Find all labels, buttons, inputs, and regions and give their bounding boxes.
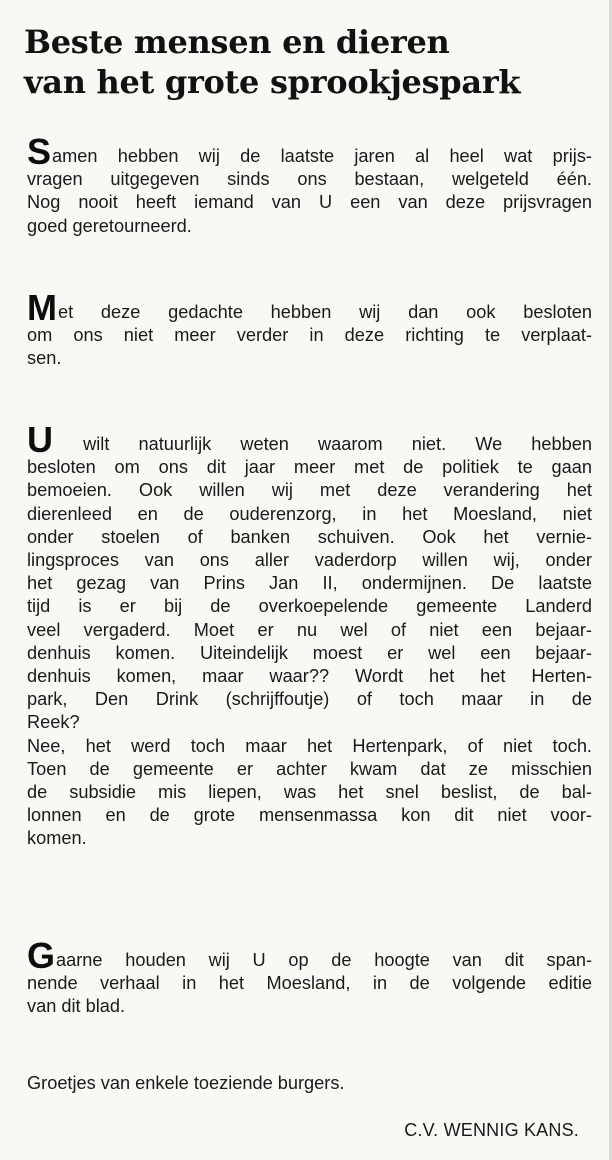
- paragraph-line: Reek?: [27, 712, 80, 733]
- paragraph-line: van dit blad.: [27, 996, 126, 1017]
- paragraph-line: Gaarne houden wij U op de hoogte van dit span-: [27, 935, 592, 976]
- paragraph-line: sen.: [27, 348, 62, 369]
- signature: C.V. WENNIG KANS.: [404, 1120, 579, 1140]
- drop-cap: M: [27, 287, 57, 328]
- paragraph-line: om ons niet meer verder in deze richting te verplaat-: [27, 325, 592, 346]
- paragraph-line: bemoeien. Ook willen wij met deze verandering het: [27, 480, 592, 501]
- paragraph-line: veel vergaderd. Moet er nu wel of niet een bejaar-: [27, 619, 592, 640]
- title-line-2: van het grote sprookjespark: [24, 63, 521, 101]
- paragraph-line: lonnen en de grote mensenmassa kon dit niet voor-: [27, 805, 592, 826]
- paragraph-line: de subsidie mis liepen, was het snel beslist, de bal-: [27, 782, 592, 803]
- drop-cap: U: [27, 419, 53, 460]
- paragraph-line: U wilt natuurlijk weten waarom niet. We hebben: [27, 419, 592, 460]
- paragraph-3: [27, 419, 592, 851]
- paragraph-line: komen.: [27, 828, 87, 849]
- paragraph-line: Samen hebben wij de laatste jaren al heel wat prijs-: [27, 131, 592, 172]
- paragraph-line: park, Den Drink (schrijffoutje) of toch maar in de: [27, 689, 592, 710]
- paragraph-line: Toen de gemeente er achter kwam dat ze misschien: [27, 758, 592, 779]
- paragraph-line: tijd is er bij de overkoepelende gemeente Landerd: [27, 596, 592, 617]
- paragraph-line: denhuis komen, maar waar?? Wordt het het Herten-: [27, 666, 592, 687]
- paragraph-1: [27, 131, 592, 238]
- drop-cap: S: [27, 131, 52, 172]
- paragraph-line: Nog nooit heeft iemand van U een van deze prijsvragen: [27, 192, 592, 213]
- greeting-text: Groetjes van enkele toeziende burgers.: [27, 1073, 345, 1093]
- paragraph-line: nende verhaal in het Moesland, in de volgende editie: [27, 973, 592, 994]
- article-title: [24, 22, 594, 102]
- greeting: [27, 1072, 592, 1095]
- title-line-1: Beste mensen en dieren: [24, 23, 450, 61]
- paragraph-line: vragen uitgegeven sinds ons bestaan, welgeteld één.: [27, 169, 592, 190]
- paragraph-line: goed geretourneerd.: [27, 215, 192, 236]
- paragraph-line: denhuis komen. Uiteindelijk moest er wel een bejaar-: [27, 642, 592, 663]
- paragraph-line: dierenleed en de ouderenzorg, in het Moesland, niet: [27, 503, 592, 524]
- paragraph-line: onder stoelen of banken schuiven. Ook het vernie-: [27, 526, 592, 547]
- paragraph-line: het gezag van Prins Jan II, ondermijnen. De laatste: [27, 573, 592, 594]
- paragraph-line: lingsproces van ons aller vaderdorp willen wij, onder: [27, 550, 592, 571]
- paragraph-line: besloten om ons dit jaar meer met de politiek te gaan: [27, 457, 592, 478]
- paragraph-line: Nee, het werd toch maar het Hertenpark, of niet toch.: [27, 735, 592, 756]
- drop-cap: G: [27, 935, 56, 976]
- paragraph-4: [27, 935, 592, 1019]
- paragraph-2: [27, 287, 592, 371]
- paragraph-line: Met deze gedachte hebben wij dan ook besloten: [27, 287, 592, 328]
